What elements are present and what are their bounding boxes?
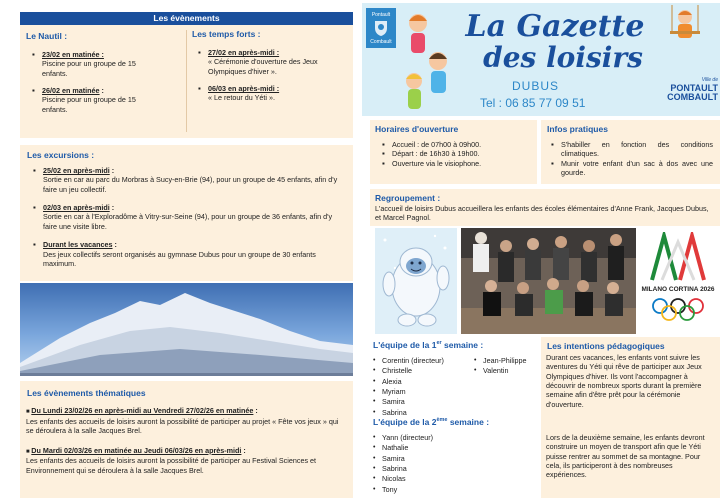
excursion-item-text: Sortie en car à l'Exploradôme à Vitry-sur-Seine (94), pour un groupe de 36 enfants, afin d'y faire une visite libre. <box>43 212 333 231</box>
intentions-para2: Lors de la deuxième semaine, les enfants devront construire un moyen de transport afin que le Yéti puisse rentrer au sommet de sa montagne. Pour cela, ils participeront à des nombreuses expériences. <box>546 433 705 480</box>
intentions-box <box>541 337 720 498</box>
team1-member: • Samira <box>373 397 473 406</box>
team1-member: • Corentin (directeur) <box>373 356 473 365</box>
milano-cortina-logo-icon <box>648 232 708 282</box>
nautil-item-head-suffix: : <box>99 86 104 96</box>
team2-section <box>373 417 541 495</box>
excursions-title: Les excursions : <box>27 150 95 160</box>
gazette-title-line1: La Gazette <box>465 9 645 44</box>
phone-number: Tel : 06 85 77 09 51 <box>480 96 586 110</box>
excursion-item-head-suffix: : <box>112 240 117 250</box>
team2-member: • Sabrina <box>373 464 493 473</box>
highlight-item <box>198 84 350 103</box>
grouping-title: Regroupement : <box>375 193 441 203</box>
thematic-item: ■ Du Lundi 23/02/26 en après-midi au Vendredi 27/02/26 en matinée : Les enfants des accueils de loisirs auront la possibilité de participer au projet « Fête vos jeux » qui se déroulera à la salle Jacques Brel. <box>26 406 348 436</box>
gazette-subtitle: DUBUS <box>512 79 560 93</box>
highlights-title: Les temps forts : <box>192 29 261 39</box>
team1-title-post: semaine : <box>441 340 484 350</box>
excursion-item-head-suffix: : <box>109 166 115 175</box>
team2-title-pre: L'équipe de la 2 <box>373 417 437 427</box>
events-box <box>20 12 353 138</box>
events-bar <box>20 12 353 25</box>
team1-title <box>373 340 541 351</box>
city-label-line2: COMBAULT <box>667 91 718 102</box>
olympics-line: MILANO CORTINA 2026 <box>641 286 715 294</box>
city-label-small: Ville de <box>701 77 718 83</box>
excursion-item-head: Durant les vacances <box>43 240 113 250</box>
team2-member: • Nicolas <box>373 474 493 483</box>
excursion-item-text: Des jeux collectifs seront organisés au gymnase Dubus pour un groupe de 30 enfants maximum. <box>43 249 316 268</box>
yeti-icon <box>375 228 457 334</box>
nautil-item-head: 26/02 en matinée <box>42 86 100 96</box>
excursion-item <box>33 166 343 194</box>
town-logo-top: Pontault <box>371 12 391 18</box>
nautil-item-text: Piscine pour un groupe de 15 enfants. <box>42 59 136 78</box>
team2-member: • Tony <box>373 485 493 494</box>
practical-title: Infos pratiques <box>547 124 608 134</box>
highlight-item-head: 06/03 en après-midi : <box>208 84 280 94</box>
events-divider <box>186 30 187 132</box>
highlight-item <box>198 48 350 76</box>
town-logo-bottom: Combault <box>370 39 392 45</box>
team1-member: • Myriam <box>373 387 473 396</box>
team1-title-sup: er <box>436 340 442 347</box>
practical-item: ▪ S'habiller en fonction des conditions climatiques. <box>551 140 713 159</box>
hours-item: ▪ Départ : de 16h30 à 19h00. <box>382 149 532 158</box>
thematic-box <box>20 381 353 498</box>
thematic-item-head-suffix: : <box>253 406 258 415</box>
team1-member: • Alexia <box>373 377 473 386</box>
team2-title <box>373 417 541 428</box>
practical-item: ▪ Munir votre enfant d'un sac à dos avec une gourde. <box>551 159 713 178</box>
town-logo <box>366 8 396 48</box>
hours-item: ▪ Ouverture via le visiophone. <box>382 159 532 168</box>
hours-box <box>370 120 537 184</box>
team1-member: • Christelle <box>373 366 473 375</box>
hours-item: ▪ Accueil : de 07h00 à 09h00. <box>382 140 532 149</box>
intentions-title: Les intentions pédagogiques <box>547 341 665 351</box>
highlight-item-head: 27/02 en après-midi : <box>208 48 280 58</box>
excursion-item-head: 02/03 en après-midi <box>43 203 110 213</box>
olympics-logo <box>638 232 718 332</box>
thematic-item-text: Les enfants des accueils de loisirs auront la possibilité de participer au Festival Sciences et Environnement qui se déroulera à la salle Jacques Brel. <box>26 456 317 475</box>
highlight-item-text: « Cérémonie d'ouverture des Jeux Olympiques d'hiver ». <box>208 57 318 76</box>
team1-title-pre: L'équipe de la 1 <box>373 340 437 350</box>
thematic-item-head: Du Mardi 02/03/26 en matinée au Jeudi 06/03/26 en après-midi <box>31 445 242 455</box>
team1-member: • Sabrina <box>373 408 473 417</box>
nautil-item-head: 23/02 en matinée : <box>42 50 104 60</box>
yeti-illustration <box>375 228 457 334</box>
team2-member: • Nathalie <box>373 443 493 452</box>
team2-member: • Yann (directeur) <box>373 433 493 442</box>
thematic-item-head-suffix: : <box>241 445 246 455</box>
thematic-title: Les évènements thématiques <box>27 388 146 398</box>
olympic-rings-icon <box>651 298 705 322</box>
team1-section <box>373 340 541 418</box>
excursion-item-head-suffix: : <box>109 203 115 213</box>
kids-swing-icon <box>652 5 716 53</box>
excursion-item <box>33 240 343 268</box>
highlights-section <box>192 29 350 103</box>
team1-member: • Jean-Philippe <box>474 356 544 365</box>
kids-illustration-icon <box>400 9 462 113</box>
excursions-box <box>20 145 353 281</box>
events-bar-title: Les évènements <box>153 13 220 23</box>
excursion-item-head: 25/02 en après-midi <box>43 166 110 175</box>
town-crest-icon <box>372 19 390 37</box>
thematic-item-text: Les enfants des accueils de loisirs auront la possibilité de participer au projet « Fête vos jeux » qui se déroulera à la salle Jacques Brel. <box>26 416 339 436</box>
team-photo-icon <box>461 228 636 334</box>
grouping-box <box>370 189 720 226</box>
team-photo <box>461 228 636 334</box>
grouping-text: L'accueil de loisirs Dubus accueillera les enfants des écoles élémentaires d'Anne Frank, Jacques Dubus, et Marcel Pagnol. <box>375 204 709 223</box>
mountain-photo <box>20 283 353 376</box>
thematic-item-head: Du Lundi 23/02/26 en après-midi au Vendredi 27/02/26 en matinée <box>31 406 254 415</box>
hours-title: Horaires d'ouverture <box>375 124 459 134</box>
team2-member: • Samira <box>373 454 493 463</box>
team2-title-post: semaine : <box>447 417 490 427</box>
nautil-title: Le Nautil : <box>26 31 68 41</box>
thematic-item: ■ Du Mardi 02/03/26 en matinée au Jeudi 06/03/26 en après-midi : Les enfants des accueils de loisirs auront la possibilité de participer au Festival Sciences et Environnement qui se déroulera à la salle Jacques Brel. <box>26 446 348 476</box>
gazette-title-line2: des loisirs <box>483 41 643 74</box>
mountain-icon <box>20 283 353 376</box>
city-label <box>658 77 718 102</box>
city-label-line1: PONTAULT <box>670 82 718 93</box>
nautil-item <box>32 50 186 78</box>
nautil-item <box>32 86 186 114</box>
practical-box <box>541 120 720 184</box>
header <box>362 3 720 116</box>
nautil-item-text: Piscine pour un groupe de 15 enfants. <box>42 95 136 114</box>
team2-title-sup: ème <box>436 417 448 424</box>
highlight-item-text: « Le retour du Yéti ». <box>208 93 275 103</box>
team1-member: • Valentin <box>474 366 544 375</box>
excursion-item <box>33 203 343 231</box>
nautil-section <box>26 31 186 114</box>
gazette-title <box>460 11 650 73</box>
excursion-item-text: Sortie en car au parc du Morbras à Sucy-en-Brie (94), pour un groupe de 45 enfants, afin d'y faire un jeu collectif. <box>43 175 338 194</box>
intentions-para1: Durant ces vacances, les enfants vont suivre les aventures du Yéti qui rêve de participer aux Jeux Olympiques d'hiver. Ils vont l'accompagner à découvrir de nombreux sports durant la première semaine afin d'être prêt pour la cérémonie d'ouverture. <box>546 353 702 409</box>
